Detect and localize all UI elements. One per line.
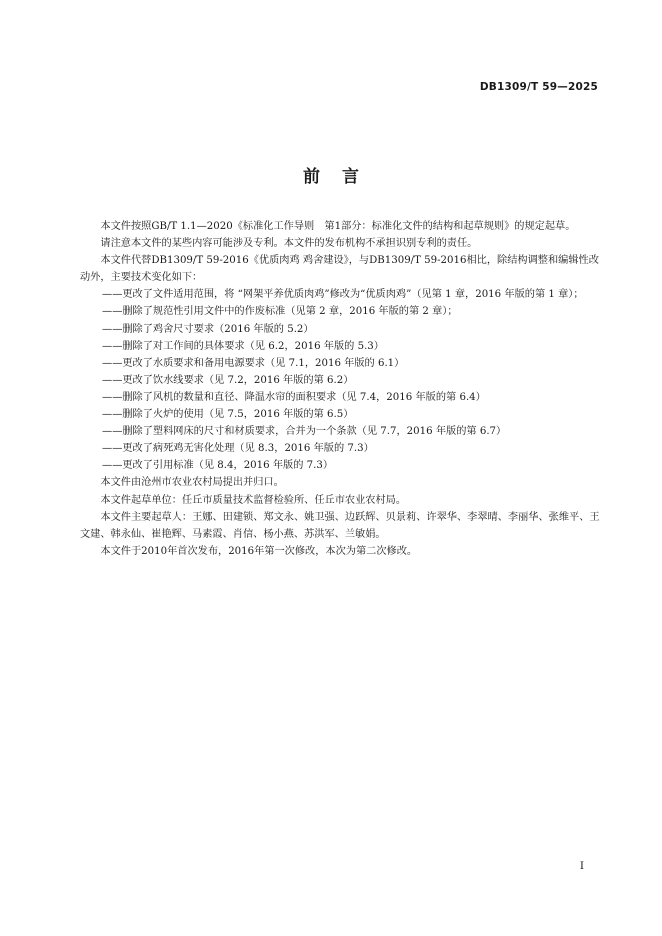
paragraph-drafting-units: 本文件起草单位：任丘市质量技术监督检验所、任丘市农业农村局。 bbox=[100, 494, 407, 506]
paragraph-publication-history: 本文件于2010年首次发布，2016年第一次修改，本次为第二次修改。 bbox=[100, 545, 418, 557]
page-number: I bbox=[579, 860, 584, 872]
change-item: ——更改了水质要求和备用电源要求（见 7.1，2016 年版的 6.1） bbox=[102, 357, 405, 369]
change-item: ——更改了文件适用范围，将 “网架平养优质肉鸡”修改为“优质肉鸡”（见第 1 章，2016 年版的第 1 章）； bbox=[102, 289, 584, 301]
change-item: ——删除了规范性引用文件中的作废标准（见第 2 章，2016 年版的第 2 章）； bbox=[102, 306, 458, 318]
paragraph-replacement: 本文件代替DB1309/T 59-2016《优质肉鸡 鸡舍建设》，与DB1309/T 59-2016相比，除结构调整和编辑性改动外，主要技术变化如下： bbox=[80, 255, 599, 284]
paragraph-drafting-rules: 本文件按照GB/T 1.1—2020《标准化工作导则 第1部分：标准化文件的结构和起草规则》的规定起草。 bbox=[100, 221, 576, 232]
change-item: ——更改了病死鸡无害化处理（见 8.3，2016 年版的 7.3） bbox=[102, 443, 374, 455]
change-item: ——更改了引用标准（见 8.4，2016 年版的 7.3） bbox=[102, 460, 334, 472]
page-title: 前言 bbox=[303, 167, 381, 187]
foreword-body bbox=[80, 218, 602, 560]
change-item: ——删除了鸡舍尺寸要求（2016 年版的 5.2） bbox=[102, 323, 314, 335]
change-item: ——更改了饮水线要求（见 7.2，2016 年版的第 6.2） bbox=[102, 374, 354, 386]
change-item: ——删除了塑料网床的尺寸和材质要求，合并为一个条款（见 7.7，2016 年版的第 6.7） bbox=[102, 426, 507, 438]
paragraph-patent-notice: 请注意本文件的某些内容可能涉及专利。本文件的发布机构不承担识别专利的责任。 bbox=[100, 238, 478, 250]
change-item: ——删除了火炉的使用（见 7.5，2016 年版的第 6.5） bbox=[102, 409, 354, 421]
paragraph-proposer: 本文件由沧州市农业农村局提出并归口。 bbox=[100, 477, 284, 489]
standard-code: DB1309/T 59—2025 bbox=[479, 81, 598, 93]
change-item: ——删除了对工作间的具体要求（见 6.2，2016 年版的 5.3） bbox=[102, 340, 384, 352]
change-item: ——删除了风机的数量和直径、降温水帘的面积要求（见 7.4，2016 年版的第 6.4） bbox=[102, 391, 486, 403]
paragraph-drafters: 本文件主要起草人：王娜、田建锁、郑文永、姚卫强、边跃辉、贝景莉、许翠华、李翠晴、李丽华、张维平、王文建、韩永仙、崔艳辉、马素霞、肖信、杨小燕、苏洪军、兰敏娟。 bbox=[80, 511, 600, 540]
